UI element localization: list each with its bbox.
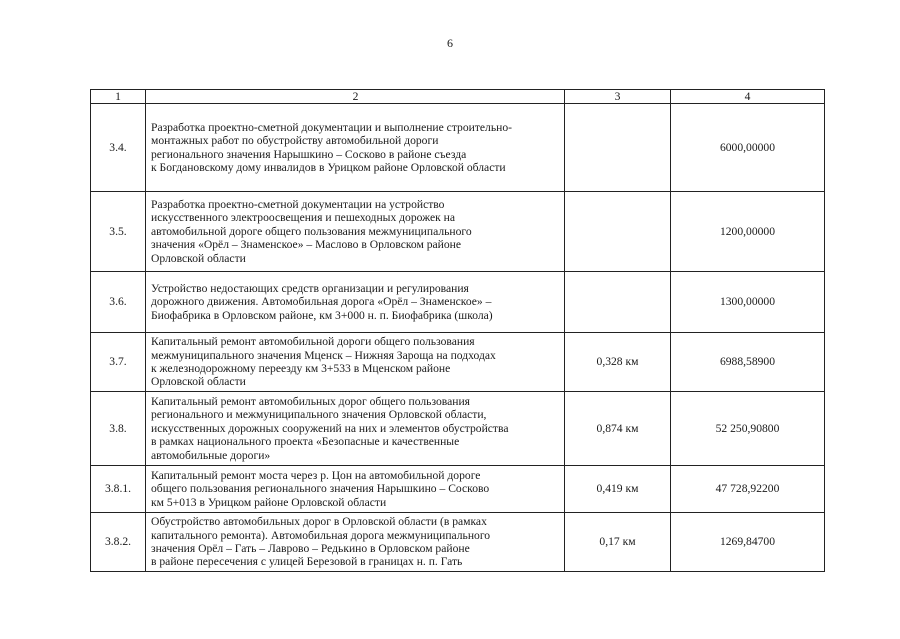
description-line: Биофабрика в Орловском районе, км 3+000 н. п. Биофабрика (школа) bbox=[151, 308, 493, 322]
row-amount: 47 728,92200 bbox=[671, 466, 825, 513]
row-number: 3.5. bbox=[91, 192, 146, 272]
row-length bbox=[565, 192, 671, 272]
table-row bbox=[91, 192, 825, 272]
row-amount: 52 250,90800 bbox=[671, 392, 825, 466]
description-line: Капитальный ремонт автомобильных дорог общего пользования bbox=[151, 394, 470, 408]
description-line: Устройство недостающих средств организации и регулирования bbox=[151, 281, 469, 295]
description-line: межмуниципального значения Мценск – Нижняя Зароща на подходах bbox=[151, 348, 496, 362]
row-length: 0,17 км bbox=[565, 513, 671, 572]
table-header-row bbox=[91, 90, 825, 104]
table-row bbox=[91, 272, 825, 333]
description-line: искусственных дорожных сооружений на них и элементов обустройства bbox=[151, 421, 509, 435]
description-line: км 5+013 в Урицком районе Орловской области bbox=[151, 495, 387, 509]
description-line: Капитальный ремонт моста через р. Цон на автомобильной дороге bbox=[151, 468, 481, 482]
row-number: 3.6. bbox=[91, 272, 146, 333]
row-number: 3.4. bbox=[91, 104, 146, 192]
budget-table bbox=[90, 89, 825, 572]
row-length: 0,419 км bbox=[565, 466, 671, 513]
table-row bbox=[91, 104, 825, 192]
row-description bbox=[146, 333, 565, 392]
description-line: монтажных работ по обустройству автомобильной дороги bbox=[151, 134, 439, 148]
page-number: 6 bbox=[447, 36, 453, 50]
description-line: автомобильные дороги» bbox=[151, 448, 271, 462]
row-description bbox=[146, 466, 565, 513]
description-line: общего пользования регионального значения Нарышкино – Сосково bbox=[151, 482, 490, 496]
description-line: Орловской области bbox=[151, 251, 246, 265]
row-amount: 6988,58900 bbox=[671, 333, 825, 392]
row-description bbox=[146, 392, 565, 466]
table-row bbox=[91, 513, 825, 572]
description-line: к Богдановскому дому инвалидов в Урицком районе Орловской области bbox=[151, 160, 506, 174]
row-number: 3.7. bbox=[91, 333, 146, 392]
header-col-4: 4 bbox=[671, 90, 825, 104]
description-line: регионального значения Нарышкино – Сосково в районе съезда bbox=[151, 147, 467, 161]
row-description bbox=[146, 192, 565, 272]
row-amount: 1200,00000 bbox=[671, 192, 825, 272]
row-length bbox=[565, 272, 671, 333]
description-line: дорожного движения. Автомобильная дорога «Орёл – Знаменское» – bbox=[151, 295, 492, 309]
row-amount: 1300,00000 bbox=[671, 272, 825, 333]
description-line: в районе пересечения с улицей Березовой в границах н. п. Гать bbox=[151, 555, 463, 569]
description-line: Разработка проектно-сметной документации и выполнение строительно- bbox=[151, 120, 512, 134]
row-description bbox=[146, 272, 565, 333]
row-number: 3.8. bbox=[91, 392, 146, 466]
row-length bbox=[565, 104, 671, 192]
header-col-1: 1 bbox=[91, 90, 146, 104]
description-line: в рамках национального проекта «Безопасные и качественные bbox=[151, 435, 460, 449]
row-number: 3.8.2. bbox=[91, 513, 146, 572]
description-line: к железнодорожному переезду км 3+533 в Мценском районе bbox=[151, 362, 451, 375]
row-description bbox=[146, 104, 565, 192]
description-line: Разработка проектно-сметной документации на устройство bbox=[151, 197, 445, 211]
header-col-3: 3 bbox=[565, 90, 671, 104]
row-length: 0,874 км bbox=[565, 392, 671, 466]
table-row bbox=[91, 466, 825, 513]
table-row bbox=[91, 392, 825, 466]
description-line: искусственного электроосвещения и пешеходных дорожек на bbox=[151, 211, 456, 225]
row-description bbox=[146, 513, 565, 572]
description-line: автомобильной дороге общего пользования межмуниципального bbox=[151, 224, 472, 238]
table-body bbox=[91, 90, 825, 572]
description-line: регионального и межмуниципального значения Орловской области, bbox=[151, 408, 487, 422]
description-line: значения Орёл – Гать – Лаврово – Редькино в Орловском районе bbox=[151, 542, 470, 555]
description-line: значения «Орёл – Знаменское» – Маслово в Орловском районе bbox=[151, 238, 462, 252]
row-length: 0,328 км bbox=[565, 333, 671, 392]
table-row bbox=[91, 333, 825, 392]
row-number: 3.8.1. bbox=[91, 466, 146, 513]
row-amount: 1269,84700 bbox=[671, 513, 825, 572]
description-line: капитального ремонта). Автомобильная дорога межмуниципального bbox=[151, 528, 491, 542]
description-line: Орловской области bbox=[151, 375, 246, 389]
description-line: Обустройство автомобильных дорог в Орловской области (в рамках bbox=[151, 515, 487, 529]
header-col-2: 2 bbox=[146, 90, 565, 104]
row-amount: 6000,00000 bbox=[671, 104, 825, 192]
description-line: Капитальный ремонт автомобильной дороги общего пользования bbox=[151, 335, 475, 349]
